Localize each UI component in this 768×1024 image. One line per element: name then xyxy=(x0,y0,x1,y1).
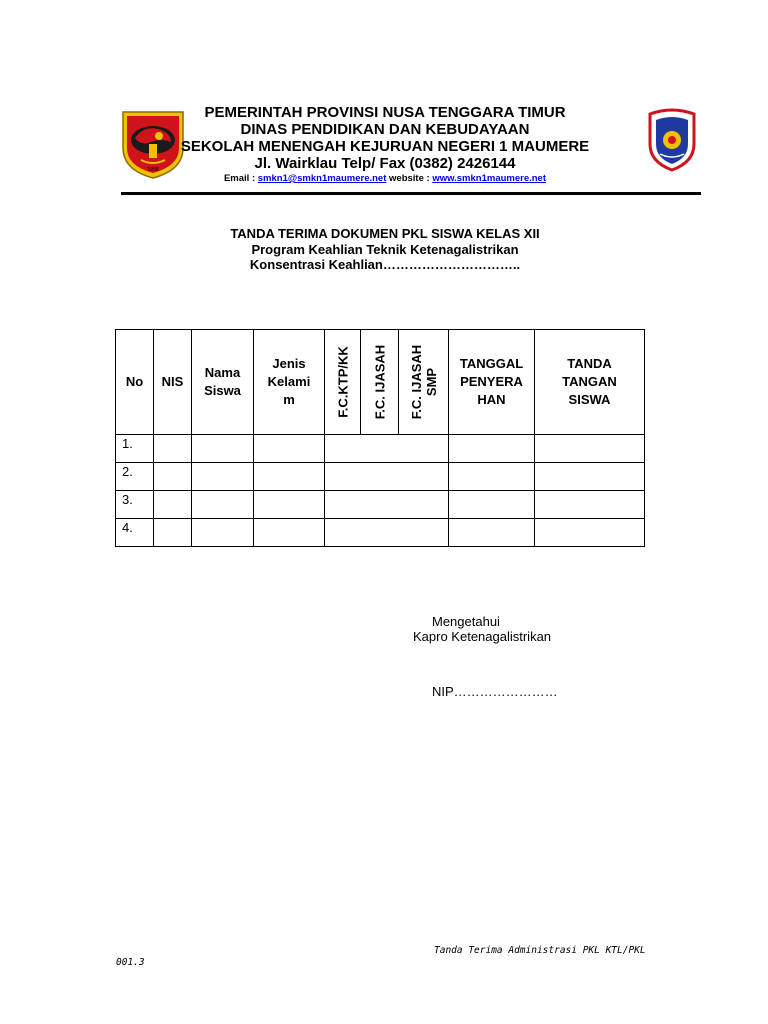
header-fc-ijasah xyxy=(361,330,399,435)
cell-nama[interactable] xyxy=(192,463,254,491)
cell-jenis[interactable] xyxy=(254,463,325,491)
title-line-3: Konsentrasi Keahlian………………………….. xyxy=(249,257,521,272)
cell-tanggal[interactable] xyxy=(449,435,535,463)
cell-tanggal[interactable] xyxy=(449,519,535,547)
cell-jenis[interactable] xyxy=(254,435,325,463)
kapro-label: Kapro Ketenagalistrikan xyxy=(413,629,552,644)
cell-tanda-tangan[interactable] xyxy=(535,463,645,491)
cell-nis[interactable] xyxy=(154,491,192,519)
cell-tanda-tangan[interactable] xyxy=(535,435,645,463)
school-logo xyxy=(646,108,698,172)
cell-tanggal[interactable] xyxy=(449,463,535,491)
row-number: 1. xyxy=(116,435,154,463)
header-nama-siswa xyxy=(192,330,254,435)
cell-nama[interactable] xyxy=(192,435,254,463)
footer-doc-title: Tanda Terima Administrasi PKL KTL/PKL xyxy=(434,945,646,956)
header-jenis-kelamin xyxy=(254,330,325,435)
title-line-2: Program Keahlian Teknik Ketenagalistrikan xyxy=(251,241,519,257)
cell-nis[interactable] xyxy=(154,435,192,463)
cell-dokumen[interactable] xyxy=(325,435,449,463)
header-tanda-tangan xyxy=(535,330,645,435)
cell-jenis[interactable] xyxy=(254,519,325,547)
header-line-2: DINAS PENDIDIKAN DAN KEBUDAYAAN xyxy=(240,121,530,138)
website-label: website : xyxy=(389,173,430,184)
header-jenis-kelamin-text: Jenis Kelami m xyxy=(267,356,311,407)
title-line-1: TANDA TERIMA DOKUMEN PKL SISWA KELAS XII xyxy=(230,226,540,241)
left-logo-year: 1958 xyxy=(147,167,159,173)
cell-dokumen[interactable] xyxy=(325,463,449,491)
cell-tanda-tangan[interactable] xyxy=(535,519,645,547)
letterhead-divider xyxy=(121,192,701,195)
cell-dokumen[interactable] xyxy=(325,519,449,547)
header-nama-siswa-text: Nama Siswa xyxy=(204,365,241,398)
header-fc-ktp-text: F.C.KTP/KK xyxy=(335,346,350,418)
header-fc-ijasah-smp-text xyxy=(409,345,439,419)
header-line-4: Jl. Wairklau Telp/ Fax (0382) 2426144 xyxy=(254,155,516,172)
header-contact xyxy=(150,173,620,184)
header-fc-ijasah-smp xyxy=(399,330,449,435)
header-tanggal xyxy=(449,330,535,435)
header-tanggal-text: TANGGAL PENYERA HAN xyxy=(459,356,524,407)
header-fc-ktp xyxy=(325,330,361,435)
header-tanda-tangan-text: TANDA TANGAN SISWA xyxy=(562,356,617,407)
letterhead xyxy=(150,104,620,184)
email-link[interactable]: smkn1@smkn1maumere.net xyxy=(257,173,387,184)
cell-tanda-tangan[interactable] xyxy=(535,491,645,519)
header-fc-ijasah-smp-line-2: SMP xyxy=(423,367,439,397)
header-fc-ijasah-smp-line-1: F.C. IJASAH xyxy=(408,344,424,420)
header-line-1: PEMERINTAH PROVINSI NUSA TENGGARA TIMUR xyxy=(204,104,566,121)
table-row xyxy=(116,463,645,491)
cell-dokumen[interactable] xyxy=(325,491,449,519)
header-nis: NIS xyxy=(154,330,192,435)
header-no: No xyxy=(116,330,154,435)
nip-label: NIP…………………… xyxy=(432,684,558,699)
row-number: 2. xyxy=(116,463,154,491)
row-number: 3. xyxy=(116,491,154,519)
header-line-3: SEKOLAH MENENGAH KEJURUAN NEGERI 1 MAUMERE xyxy=(180,138,590,155)
document-title xyxy=(150,226,620,273)
table-header-row xyxy=(116,330,645,435)
receipt-table xyxy=(115,329,645,547)
cell-tanggal[interactable] xyxy=(449,491,535,519)
table-row xyxy=(116,435,645,463)
footer-code: 001.3 xyxy=(116,957,145,968)
cell-nama[interactable] xyxy=(192,519,254,547)
mengetahui-label: Mengetahui xyxy=(432,614,500,629)
cell-nis[interactable] xyxy=(154,463,192,491)
cell-nis[interactable] xyxy=(154,519,192,547)
table-row xyxy=(116,519,645,547)
cell-nama[interactable] xyxy=(192,491,254,519)
email-label: Email : xyxy=(223,173,256,184)
table-row xyxy=(116,491,645,519)
row-number: 4. xyxy=(116,519,154,547)
cell-jenis[interactable] xyxy=(254,491,325,519)
header-fc-ijasah-text: F.C. IJASAH xyxy=(372,344,387,420)
website-link[interactable]: www.smkn1maumere.net xyxy=(432,173,547,184)
